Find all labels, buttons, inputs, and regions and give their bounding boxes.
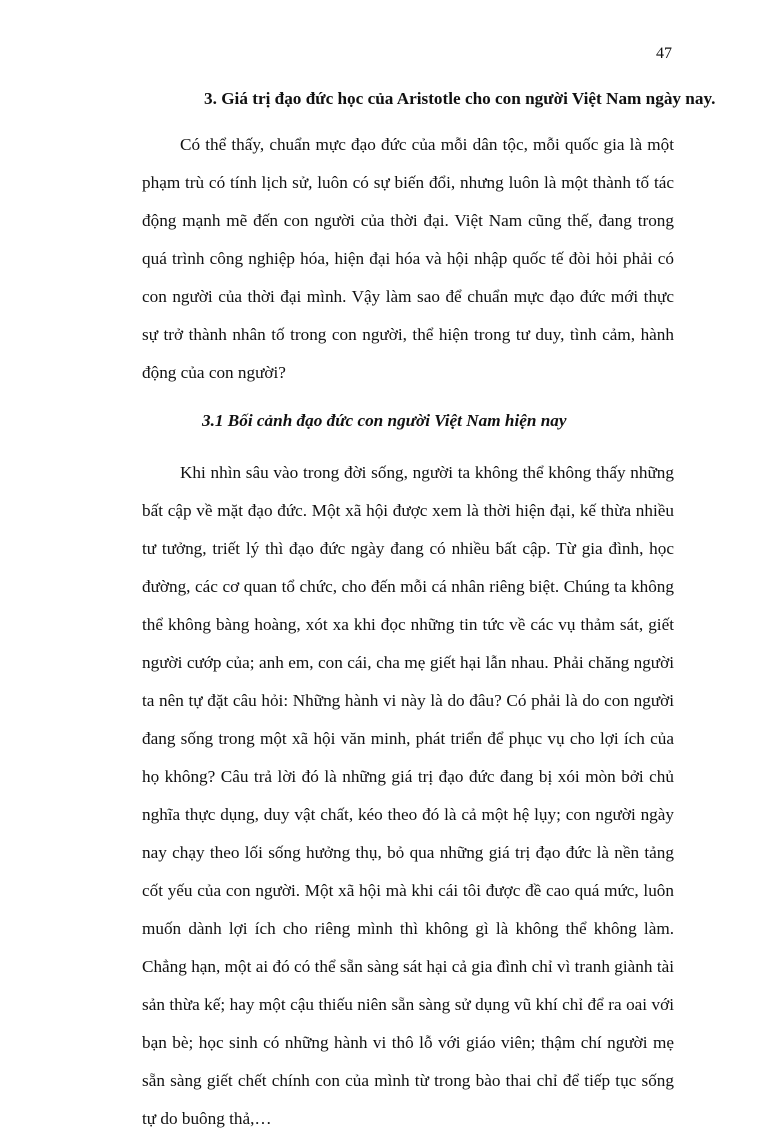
- intro-paragraph: Có thể thấy, chuẩn mực đạo đức của mỗi dân tộc, mỗi quốc gia là một phạm trù có tính lịch sử, luôn có sự biến đổi, nhưng luôn là một thành tố tác động mạnh mẽ đến con người của thời đại. Việt Nam cũng thế, đang trong quá trình công nghiệp hóa, hiện đại hóa và hội nhập quốc tế đòi hỏi phải có con người của thời đại mình. Vậy làm sao để chuẩn mực đạo đức mới thực sự trở thành nhân tố trong con người, thể hiện trong tư duy, tình cảm, hành động của con người?: [142, 135, 674, 382]
- subsection-heading: 3.1 Bối cảnh đạo đức con người Việt Nam hiện nay: [202, 411, 567, 430]
- section-heading: 3. Giá trị đạo đức học của Aristotle cho con người Việt Nam ngày nay.: [204, 89, 716, 108]
- page-number: 47: [656, 45, 672, 62]
- body-paragraph: Khi nhìn sâu vào trong đời sống, người ta không thể không thấy những bất cập về mặt đạo đức. Một xã hội được xem là thời hiện đại, kế thừa nhiều tư tưởng, triết lý thì đạo đức ngày đang có nhiều bất cập. Từ gia đình, học đường, các cơ quan tổ chức, cho đến mỗi cá nhân riêng biệt. Chúng ta không thể không bàng hoàng, xót xa khi đọc những tin tức về các vụ thảm sát, giết người cướp của; anh em, con cái, cha mẹ giết hại lẫn nhau. Phải chăng người ta nên tự đặt câu hỏi: Những hành vi này là do đâu? Có phải là do con người đang sống trong một xã hội văn minh, phát triển để phục vụ cho lợi ích của họ không? Câu trả lời đó là những giá trị đạo đức đang bị xói mòn bởi chủ nghĩa thực dụng, duy vật chất, kéo theo đó là cả một hệ lụy; con người ngày nay chạy theo lối sống hưởng thụ, bỏ qua những giá trị đạo đức là nền tảng cốt yếu của con người. Một xã hội mà khi cái tôi được đề cao quá mức, luôn muốn dành lợi ích cho riêng mình thì không gì là không thể không làm. Chẳng hạn, một ai đó có thể sẵn sàng sát hại cả gia đình chỉ vì tranh giành tài sản thừa kế; hay một cậu thiếu niên sẵn sàng sử dụng vũ khí chỉ để ra oai với bạn bè; học sinh có những hành vi thô lỗ với giáo viên; thậm chí người mẹ sẵn sàng giết chết chính con của mình từ trong bào thai chỉ để tiếp tục sống tự do buông thả,…: [142, 463, 674, 1128]
- page-content: [142, 82, 716, 1138]
